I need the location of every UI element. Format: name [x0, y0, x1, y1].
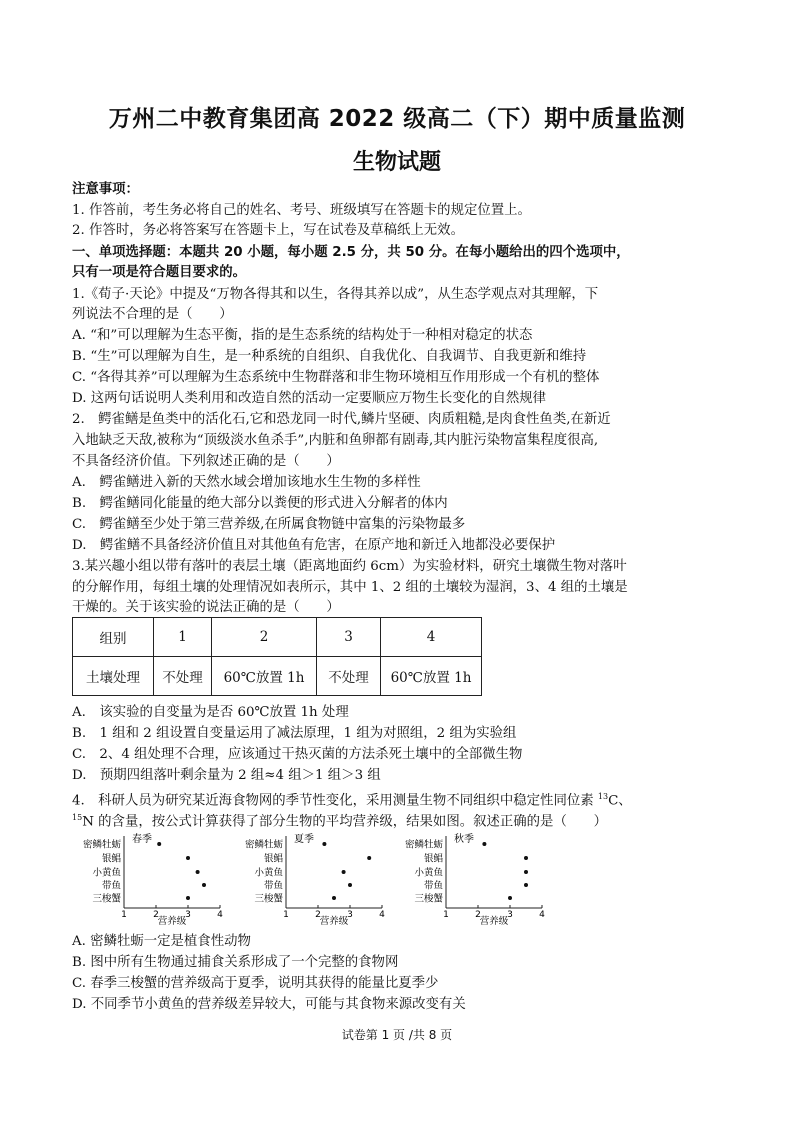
question-stem: 2. 鳄雀鳝是鱼类中的活化石,它和恐龙同一时代,鳞片坚硬、肉质粗糙,是肉食性鱼类,在新近 [72, 412, 611, 427]
data-point [524, 856, 528, 860]
question-stem [72, 787, 632, 810]
data-point [202, 883, 206, 887]
category-label: 银鲳 [101, 853, 121, 865]
data-point [508, 896, 512, 900]
table-cell: 组别 [73, 618, 154, 657]
stem-text: N 的含量，按公式计算获得了部分生物的平均营养级，结果如图。叙述正确的是（ ） [82, 814, 608, 830]
trophic-level-charts [72, 830, 552, 925]
table-row [73, 618, 482, 657]
x-axis-label: 营养级 [157, 916, 187, 925]
data-point [482, 842, 486, 846]
category-label: 小黄鱼 [254, 867, 283, 879]
question-stem: 干燥的。关于该实验的说法正确的是（ ） [72, 600, 340, 615]
question-stem: 的分解作用，每组土壤的处理情况如表所示，其中 1、2 组的土壤较为湿润，3、4 组的土壤是 [72, 580, 628, 595]
data-point [196, 870, 200, 874]
exam-title: 万州二中教育集团高 2022 级高二（下）期中质量监测 [108, 106, 686, 132]
question-stem: 3.某兴趣小组以带有落叶的表层土壤（距离地面约 6cm）为实验材料，研究土壤微生物对落叶 [72, 559, 627, 574]
category-label: 小黄鱼 [92, 867, 121, 879]
page-footer: 试卷第 1 页 /共 8 页 [341, 1028, 453, 1042]
question-stem [72, 808, 607, 831]
table-cell: 2 [212, 618, 317, 657]
x-axis-label: 营养级 [479, 916, 509, 925]
table-cell: 4 [381, 618, 482, 657]
question-option: C. 鳄雀鳝至少处于第三营养级,在所属食物链中富集的污染物最多 [72, 517, 466, 532]
category-label: 带鱼 [263, 880, 283, 892]
question-option: D. 不同季节小黄鱼的营养级差异较大，可能与其食物来源改变有关 [72, 997, 466, 1012]
question-option: A. 鳄雀鳝进入新的天然水域会增加该地水生生物的多样性 [72, 475, 421, 490]
category-label: 银鲳 [263, 853, 283, 865]
category-label: 小黄鱼 [414, 867, 443, 879]
chart-title: 夏季 [294, 834, 314, 845]
question-option: C. 春季三梭蟹的营养级高于夏季，说明其获得的能量比夏季少 [72, 976, 439, 991]
tick-label: 3 [185, 910, 191, 920]
question-stem: 入地缺乏天敌,被称为“顶级淡水鱼杀手”,内脏和鱼卵都有剧毒,其内脏污染物富集程度很高, [72, 433, 599, 448]
category-label: 三梭蟹 [414, 893, 443, 905]
question-option: A. 密鳞牡蛎一定是植食性动物 [72, 934, 251, 949]
question-option: B. 图中所有生物通过捕食关系形成了一个完整的食物网 [72, 955, 399, 970]
x-axis-label: 营养级 [319, 916, 349, 925]
isotope-superscript: 13 [597, 792, 609, 801]
question-stem: 列说法不合理的是（ ） [72, 307, 233, 322]
table-cell: 1 [154, 618, 212, 657]
category-label: 三梭蟹 [92, 893, 121, 905]
data-point [367, 856, 371, 860]
question-option: B. 鳄雀鳝同化能量的绝大部分以粪便的形式进入分解者的体内 [72, 496, 448, 511]
question-option: B. “生”可以理解为自生，是一种系统的自组织、自我优化、自我调节、自我更新和维持 [72, 349, 587, 364]
data-point [342, 870, 346, 874]
question-option: A. 该实验的自变量为是否 60℃放置 1h 处理 [72, 705, 349, 720]
table-cell: 不处理 [154, 657, 212, 696]
question-option: B. 1 组和 2 组设置自变量运用了减法原理，1 组为对照组，2 组为实验组 [72, 726, 517, 741]
table-row [73, 657, 482, 696]
subject-title: 生物试题 [352, 150, 441, 175]
tick-label: 3 [347, 910, 353, 920]
tick-label: 2 [153, 910, 159, 920]
section-heading: 一、单项选择题：本题共 20 小题，每小题 2.5 分，共 50 分。在每小题给出的四个选项中， [72, 245, 630, 260]
question-option: D. 预期四组落叶剩余量为 2 组≈4 组＞1 组＞3 组 [72, 768, 381, 783]
tick-label: 4 [379, 910, 385, 920]
notice-item: 1. 作答前，考生务必将自己的姓名、考号、班级填写在答题卡的规定位置上。 [72, 203, 531, 218]
category-label: 密鳞牡蛎 [244, 839, 283, 851]
data-point [186, 856, 190, 860]
category-label: 带鱼 [423, 880, 443, 892]
data-point [524, 870, 528, 874]
section-heading: 只有一项是符合题目要求的。 [72, 265, 247, 280]
tick-label: 4 [217, 910, 223, 920]
data-point [186, 896, 190, 900]
data-point [322, 842, 326, 846]
stem-text: C、 [608, 793, 632, 809]
tick-label: 1 [283, 910, 289, 920]
tick-label: 3 [507, 910, 513, 920]
data-point [332, 896, 336, 900]
tick-label: 1 [121, 910, 127, 920]
table-cell: 不处理 [317, 657, 381, 696]
tick-label: 2 [475, 910, 481, 920]
question-option: D. 这两句话说明人类利用和改造自然的活动一定要顺应万物生长变化的自然规律 [72, 391, 547, 406]
question-option: D. 鳄雀鳝不具备经济价值且对其他鱼有危害，在原产地和新迁入地都没必要保护 [72, 538, 556, 553]
question-stem: 1.《荀子·天论》中提及“万物各得其和以生，各得其养以成”，从生态学观点对其理解，下 [72, 287, 599, 302]
question-option: C. 2、4 组处理不合理，应该通过干热灭菌的方法杀死土壤中的全部微生物 [72, 747, 523, 762]
question-stem: 不具备经济价值。下列叙述正确的是（ ） [72, 454, 340, 469]
category-label: 带鱼 [101, 880, 121, 892]
chart-title: 春季 [132, 834, 152, 845]
category-label: 银鲳 [423, 853, 443, 865]
table-cell: 60℃放置 1h [381, 657, 482, 696]
notice-heading: 注意事项： [72, 182, 139, 197]
tick-label: 2 [315, 910, 321, 920]
category-label: 密鳞牡蛎 [404, 839, 443, 851]
stem-text: 4. 科研人员为研究某近海食物网的季节性变化，采用测量生物不同组织中稳定性同位素 [72, 793, 598, 809]
isotope-superscript: 15 [72, 813, 83, 822]
category-label: 三梭蟹 [254, 893, 283, 905]
data-point [157, 842, 161, 846]
data-point [348, 883, 352, 887]
data-point [524, 883, 528, 887]
chart-title: 秋季 [454, 834, 474, 845]
tick-label: 4 [539, 910, 545, 920]
notice-item: 2. 作答时，务必将答案写在答题卡上，写在试卷及草稿纸上无效。 [72, 223, 464, 238]
category-label: 密鳞牡蛎 [82, 839, 121, 851]
table-cell: 60℃放置 1h [212, 657, 317, 696]
table-cell: 土壤处理 [73, 657, 154, 696]
treatment-table [72, 617, 482, 696]
tick-label: 1 [443, 910, 449, 920]
question-option: C. “各得其养”可以理解为生态系统中生物群落和非生物环境相互作用形成一个有机的整体 [72, 370, 600, 385]
table-cell: 3 [317, 618, 381, 657]
question-option: A. “和”可以理解为生态平衡，指的是生态系统的结构处于一种相对稳定的状态 [72, 328, 533, 343]
